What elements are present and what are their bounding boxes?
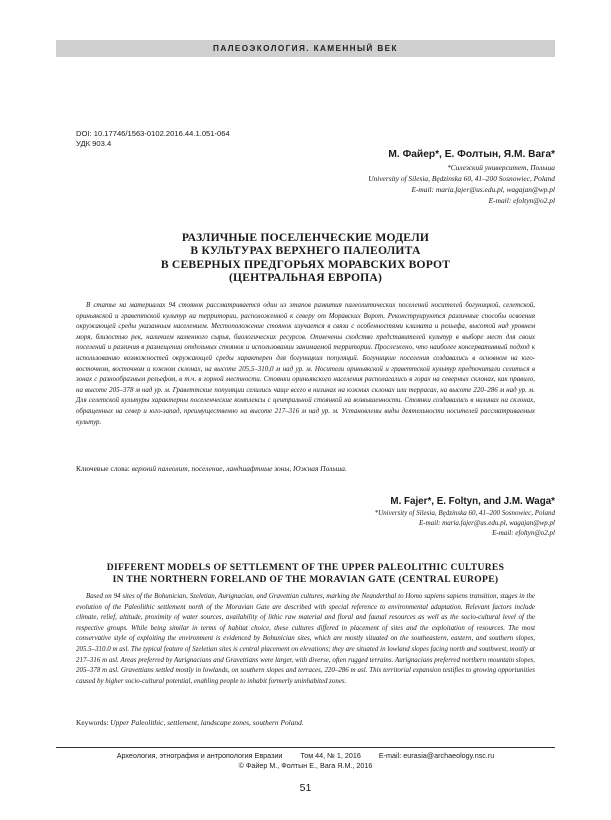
title-ru-line: (ЦЕНТРАЛЬНАЯ ЕВРОПА) xyxy=(228,271,383,285)
title-ru-line: В КУЛЬТУРАХ ВЕРХНЕГО ПАЛЕОЛИТА xyxy=(190,244,421,258)
title-en-line: DIFFERENT MODELS OF SETTLEMENT OF THE UPPER PALEOLITHIC CULTURES xyxy=(106,562,505,573)
title-en-line: IN THE NORTHERN FORELAND OF THE MORAVIAN GATE (CENTRAL EUROPE) xyxy=(112,573,499,585)
keywords-en xyxy=(76,718,304,727)
email-en-2[interactable]: E-mail: efoltyn@o2.pl xyxy=(492,529,555,538)
affiliation-en: *University of Silesia, Będzinska 60, 41–200 Sosnowiec, Poland xyxy=(374,509,555,517)
authors-ru: М. Файер*, Е. Фолтын, Я.М. Вага* xyxy=(388,149,555,160)
address-ru: University of Silesia, Będzinska 60, 41–200 Sosnowiec, Poland xyxy=(368,174,555,183)
footer-copyright: © Файер М., Фолтын Е., Вага Я.М., 2016 xyxy=(238,761,373,770)
authors-block-ru xyxy=(368,148,555,206)
abstract-ru: В статье на материалах 94 стоянок рассматривается один из этапов развития палеолитических поселений носителей богуницкой, селетской, ориньякской и граветтской культур на территории, расположенной к северу от Моравских Ворот. Реконструируются различные способы освоения окружающей среды указанным населением. Местоположение стоянок изучается в связи с особенностями климата и рельефа, высотой над уровнем моря, близостью рек, наличием каменного сырья, биологических ресурсов. Отмечены сходство представителей культур в выборе мест для своих поселений и различия в размещении отдельных стоянок и использовании занимаемой территории. Прослежено, что наиболее консервативный подход к использованию возможностей окружающей среды характерен для богуницких популяций. Богуницкие поселения создавались в основном на юго-восточном, восточном и южном склонах, на высоте 205,5–310,0 м над ур. м. Носители ориньякской и граветтской культур предпочитали селиться в зонах с разнообразным рельефом, в т.ч. в горной местности. Стоянки ориньякского населения располагались в горах на северных склонах, как правило, на высоте 205–378 м над ур. м. Граветтские популяции селились чаще всего в низинах на южных склонах или террасах, на высоте 220–286 м над ур. м. Для селетской культуры характерны поселенческие комплексы с центральной стоянкой на возвышенности. Стоянки создавались в низинах на склонах, обращенных на север и юго-запад, преимущественно на высоте 217–316 м над ур. м. Установлены виды деятельности носителей рассматриваемых культур. xyxy=(76,301,535,426)
title-ru-line: В СЕВЕРНЫХ ПРЕДГОРЬЯХ МОРАВСКИХ ВОРОТ xyxy=(160,257,451,271)
keywords-ru xyxy=(76,464,347,473)
affiliation-ru: *Силезский университет, Польша xyxy=(447,163,555,172)
footer-rule xyxy=(56,747,555,748)
authors-en: M. Fajer*, E. Foltyn, and J.M. Waga* xyxy=(390,496,555,507)
email-en-1[interactable]: E-mail: maria.fajer@us.edu.pl, wagajan@wp.pl xyxy=(419,519,555,528)
email-ru-2[interactable]: E-mail: efoltyn@o2.pl xyxy=(488,196,555,205)
abstract-en: Based on 94 sites of the Bohunician, Szeletian, Aurignacian, and Gravettian cultures, marking the Neanderthal to Homo sapiens sapiens transition, stages in the evolution of the Paleolithic settlement north of the Moravian Gate are described with special reference to environmental adaptation. Relevant factors include climate, relief, altitude, proximity of water sources, availability of lithic raw material and floral and faunal resources as well as the socio-cultural level of the respective groups. While being similar in terms of habitat choice, these cultures differed in placement of sites and the exploitation of resources. The most conservative style of exploiting the environment is evidenced by Bohunician sites, which are mostly situated on the southeastern, eastern, and southern slopes, 205.5–310.0 m asl. The typical feature of Szeletian sites is central placement on elevations; they are situated in lowland slopes facing north and southwest, mostly at 217–316 m asl. Areas preferred by Aurignacians and Gravettians were larger, with diverse, often rugged terrains. Aurignacians preferred northern mountain slopes, 205–378 m asl. Gravettians settled mostly in lowlands, on southern slopes and terraces, 220–286 m asl. This territorial expansion testifies to growing opportunities caused by higher socio-cultural potential, enabling people to inhabit formerly uninhabited zones. xyxy=(76,592,535,685)
footer-email[interactable]: E-mail: eurasia@archaeology.nsc.ru xyxy=(378,751,495,760)
footer-volume: Том 44, № 1, 2016 xyxy=(300,751,361,760)
keywords-label-en: Keywords: xyxy=(76,718,109,727)
title-en xyxy=(56,562,555,585)
page-number: 51 xyxy=(299,782,312,794)
email-ru-1[interactable]: E-mail: maria.fajer@us.edu.pl, wagajan@wp.pl xyxy=(411,185,555,194)
section-header-band xyxy=(56,40,555,57)
title-ru-line: РАЗЛИЧНЫЕ ПОСЕЛЕНЧЕСКИЕ МОДЕЛИ xyxy=(181,231,430,244)
footer-journal-line xyxy=(56,751,555,760)
doi[interactable]: DOI: 10.17746/1563-0102.2016.44.1.051-064 xyxy=(76,129,230,138)
title-ru xyxy=(80,231,531,285)
keywords-value-en: Upper Paleolithic, settlement, landscape zones, southern Poland. xyxy=(110,718,304,727)
authors-block-en xyxy=(375,495,555,539)
keywords-label-ru: Ключевые слова: xyxy=(76,464,130,473)
section-header: ПАЛЕОЭКОЛОГИЯ. КАМЕННЫЙ ВЕК xyxy=(213,44,398,53)
footer-journal: Археология, этнография и антропология Евразии xyxy=(116,751,283,760)
udk: УДК 903.4 xyxy=(76,139,112,148)
keywords-value-ru: верхний палеолит, поселение, ландшафтные зоны, Южная Польша. xyxy=(131,464,347,473)
